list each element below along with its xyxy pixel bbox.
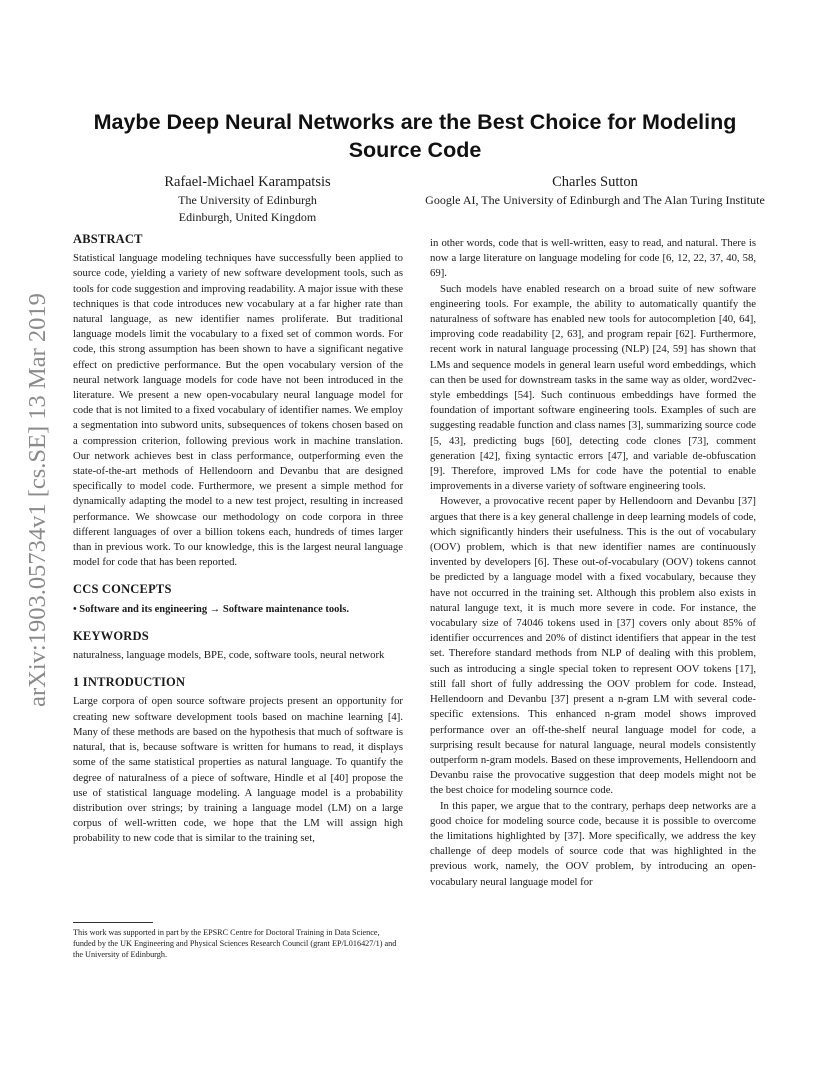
paragraph: However, a provocative recent paper by Hellendoorn and Devanbu [37] argues that there is a key general challenge in deep learning models of code, which significantly hinders their usefulness. This is the out of vocabulary (OOV) problem, which is that new identifier names are continuously invented by developers [6]. These out-of-vocabulary (OOV) tokens cannot be predicted by a language model with a fixed vocabulary, because they have not occurred in the training set. Although this problem also exists in natural languge text, it is much more severe in code. For instance, the vocabulary size of 74046 tokens used in [37] covers only about 85% of identifier occurrences and 20% of distinct identifiers that appear in the test set. Therefore standard methods from NLP of dealing with this problem, such as introducing a single special token to represent OOV tokens [17], still fall short of fully addressing the OOV problem for code. Instead, Hellendoorn and Devanbu [37] present a n-gram LM with several code-specific extensions. This enhanced n-gram model shows improved performance over an off-the-shelf neural language model for code, a surprising result because for natural language, neural models consistently outperform n-gram models. Based on these improvements, Hellendoorn and Devanbu raise the provocative suggestion that deep models might not be the best choice for modeling sournce code. <box>430 495 756 797</box>
arxiv-identifier: arXiv:1903.05734v1 [cs.SE] 13 Mar 2019 <box>24 293 51 707</box>
keywords-text: naturalness, language models, BPE, code, software tools, neural network <box>73 649 385 662</box>
author-name: Charles Sutton <box>552 174 638 190</box>
author-affiliation: The University of Edinburgh <box>178 193 317 207</box>
ccs-text: • Software and its engineering → Software maintenance tools. <box>73 603 349 615</box>
author-affiliation: Google AI, The University of Edinburgh and The Alan Turing Institute <box>425 193 765 207</box>
paper-title: Maybe Deep Neural Networks are the Best Choice for Modeling Source Code <box>93 110 737 162</box>
ccs-heading: CCS CONCEPTS <box>73 582 172 597</box>
author-location: Edinburgh, United Kingdom <box>178 209 317 224</box>
paragraph-continued: in other words, code that is well-written, easy to read, and natural. There is now a large literature on language modeling for code [6, 12, 22, 37, 40, 58, 69]. <box>430 237 756 280</box>
footnote <box>73 922 403 961</box>
abstract-text: Statistical language modeling techniques have successfully been applied to source code, yielding a variety of new software development tools, such as tools for code suggestion and improving readability. A major issue with these techniques is that code introduces new vocabulary at a far higher rate than natural language, as new identifier names proliferate. But traditional language models limit the vocabulary to a fixed set of common words. For code, this strong assumption has been shown to have a significant negative effect on predictive performance. But the open vocabulary version of the neural network language models for code have not been introduced in the literature. We present a new open-vocabulary neural language model for code that is not limited to a fixed vocabulary of identifier names. We employ a segmentation into subword units, subsequences of tokens chosen based on a compression criterion, following previous work in machine translation. Our network achieves best in class performance, outperforming even the state-of-the-art methods of Hellendoorn and Devanbu that are designed specifically to model code. Furthermore, we present a simple method for dynamically adapting the model to a new test project, resulting in increased performance. We showcase our methodology on code corpora in three different languages of over a billion tokens each, hundreds of times larger than in previous work. To our knowledge, this is the largest neural language model for code that has been reported. <box>73 252 403 569</box>
paragraph: Such models have enabled research on a broad suite of new software engineering tools. For example, the ability to automatically quantify the naturalness of software has enabled new tools for autocompletion [40, 64], improving code readability [2, 63], and program repair [62]. Furthermore, recent work in natural language processing (NLP) [24, 59] has shown that LMs and sequence models in general learn useful word embeddings, which can then be used for downstream tasks in the same way as older, word2vec-style embeddings [54]. Such continuous embeddings have formed the foundation of important software engineering tools. Examples of such are suggesting readable function and class names [3], summarizing source code [5, 43], predicting bugs [60], detecting code clones [73], comment generation [42], fixing syntactic errors [47], and variable de-obfuscation [9]. Therefore, improved LMs for code have the potential to enable improvements in a diverse variety of software engineering tools. <box>430 282 756 493</box>
right-column <box>430 236 756 890</box>
abstract-heading: ABSTRACT <box>73 232 143 246</box>
introduction-heading: 1 INTRODUCTION <box>73 675 186 690</box>
footnote-text: This work was supported in part by the EPSRC Centre for Doctoral Training in Data Science, funded by the UK Engineering and Physical Sciences Research Council (grant EP/L016427/1) and the University of Edinburgh. <box>73 928 397 960</box>
paragraph: In this paper, we argue that to the contrary, perhaps deep networks are a good choice for modeling source code, because it is possible to overcome the limitations highlighted by [37]. More specifically, we address the key challenge of deep models of source code that was highlighted in the previous work, namely, the OOV problem, by introducing an open-vocabulary neural language model for <box>430 799 756 888</box>
footnote-rule <box>73 922 153 923</box>
left-column <box>73 232 403 847</box>
keywords-heading: KEYWORDS <box>73 628 149 643</box>
author-1 <box>120 173 375 225</box>
arxiv-sidebar <box>22 250 54 750</box>
intro-paragraph: Large corpora of open source software projects present an opportunity for creating new software development tools based on machine learning [4]. Many of these methods are based on the hypothesis that much of software is natural, that is, because software is written for humans to read, it displays some of the same statistical properties as natural language. To quantify the degree of naturalness of a piece of software, Hindle et al [40] propose the use of statistical language modeling. A language model is a probability distribution over strings; by training a language model (LM) on a large corpus of well-written code, we hope that the LM will assign high probability to new code that is similar to the training set, <box>73 695 403 845</box>
author-2 <box>425 173 765 209</box>
author-name: Rafael-Michael Karampatsis <box>164 174 331 190</box>
